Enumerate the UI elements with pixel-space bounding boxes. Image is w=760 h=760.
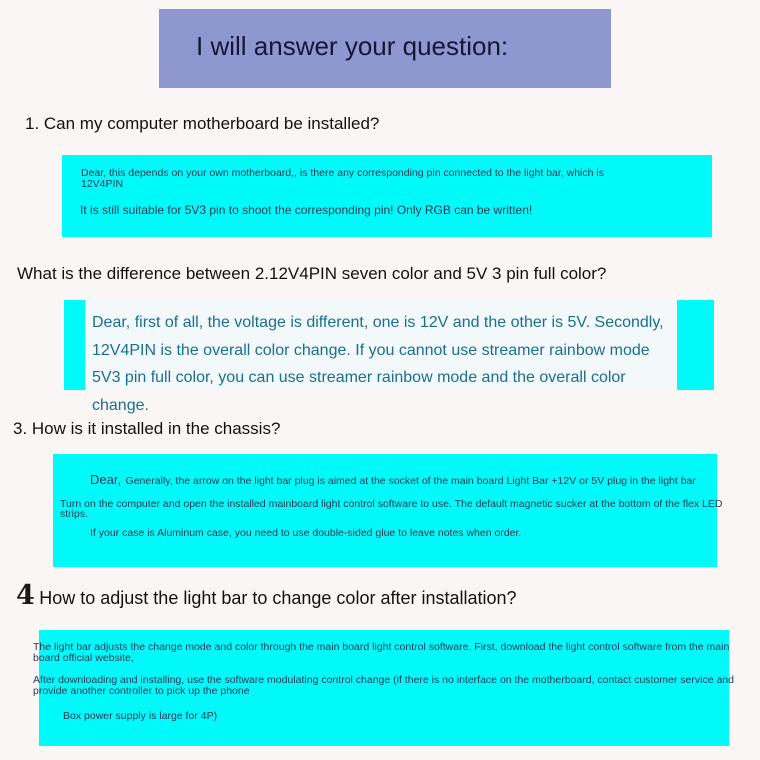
answer-4-line-1b: board official website, (33, 652, 134, 664)
question-4-number: 4 (16, 580, 35, 611)
question-2: What is the difference between 2.12V4PIN seven color and 5V 3 pin full color? (17, 264, 607, 283)
answer-3-dear: Dear, (90, 472, 122, 487)
answer-1-line-2: It is still suitable for 5V3 pin to shoot the corresponding pin! Only RGB can be written! (80, 203, 533, 217)
question-3: 3. How is it installed in the chassis? (13, 419, 281, 438)
answer-3-line-1: Generally, the arrow on the light bar plug is aimed at the socket of the main board Light Bar +12V or 5V plug in the light bar (125, 475, 696, 487)
question-4: How to adjust the light bar to change color after installation? (39, 588, 517, 608)
answer-1-line-1b: 12V4PIN (81, 178, 124, 190)
answer-4-line-3: Box power supply is large for 4P) (63, 710, 218, 722)
answer-3-line-2: Turn on the computer and open the installed mainboard light control software to use. The default magnetic sucker at the bottom of the flex LED (60, 498, 723, 510)
question-1: 1. Can my computer motherboard be installed? (25, 114, 380, 133)
answer-2-panel (85, 300, 677, 414)
answer-4-line-2: After downloading and installing, use the software modulating control change (if there is no interface on the motherboard, contact customer service and (33, 674, 734, 686)
question-4-row (16, 580, 517, 611)
answer-2-text: Dear, first of all, the voltage is different, one is 12V and the other is 5V. Secondly, 12V4PIN is the overall color change. If you cannot use streamer rainbow mode 5V3 pin full color, you can use streamer rainbow mode and the overall color change. (92, 314, 664, 414)
answer-3-line-2b: strips. (60, 508, 89, 520)
answer-4-line-2b: provide another controller to pick up the phone (33, 685, 250, 697)
answer-3-box (53, 454, 723, 567)
answer-3-line-3: If your case is Aluminum case, you need to use double-sided glue to leave notes when order. (90, 527, 522, 539)
header-banner (159, 9, 611, 88)
answer-4-line-1: The light bar adjusts the change mode and color through the main board light control software. First, download the light control software from the main (33, 641, 730, 653)
answer-3-line-1-row (90, 471, 696, 489)
answer-1-box (62, 155, 712, 237)
page-title: I will answer your question: (196, 31, 509, 61)
answer-1-line-1: Dear, this depends on your own motherboard,, is there any corresponding pin connected to the light bar, which is (81, 167, 604, 179)
